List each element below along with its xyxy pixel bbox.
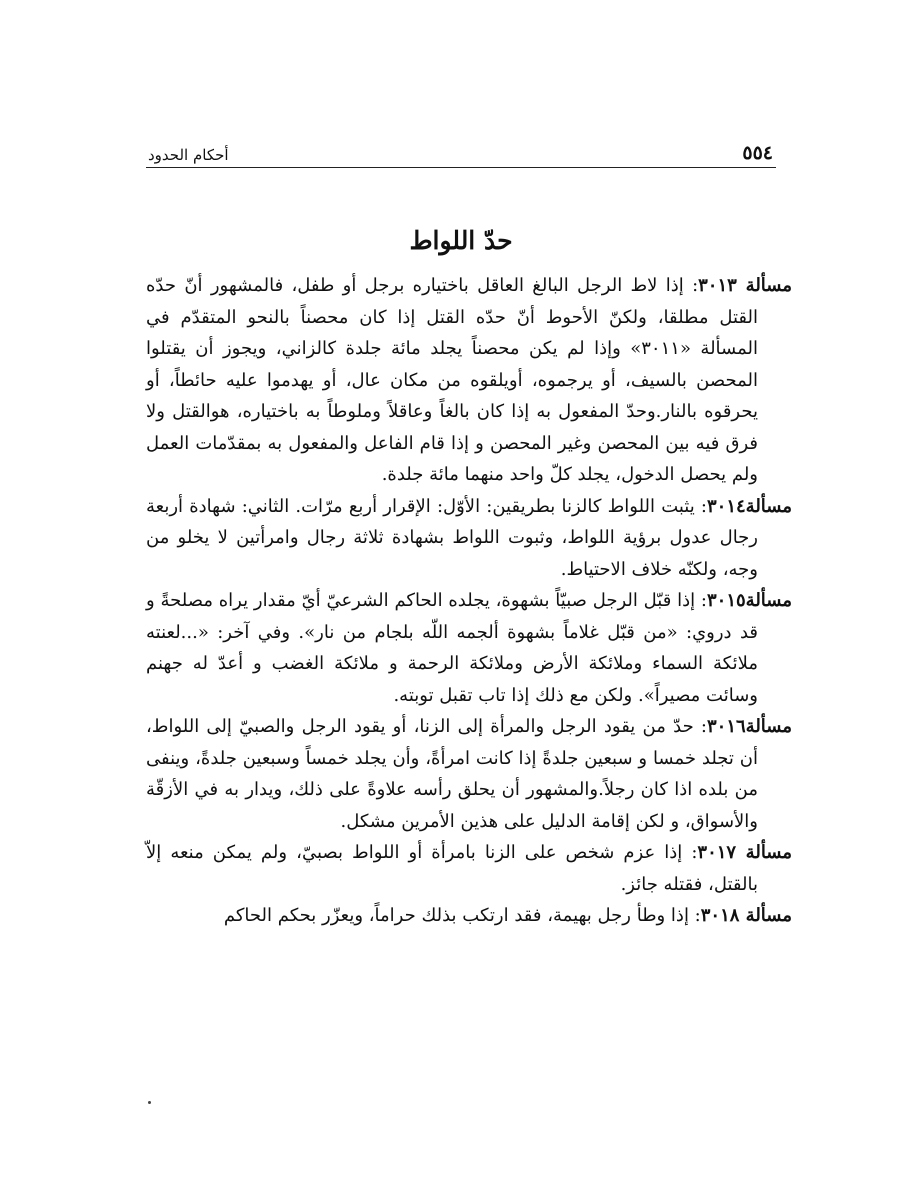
masala-label: مسألة٣٠١٦ bbox=[707, 716, 792, 737]
body-text bbox=[146, 270, 792, 932]
masala-text: : إذا عزم شخص على الزنا بامرأة أو اللواط بصبيّ، ولم يمكن منعه إلاّ بالقتل، فقتله جائز. bbox=[146, 842, 758, 895]
masala-paragraph bbox=[146, 837, 792, 900]
masala-paragraph bbox=[146, 900, 792, 932]
masala-text: : إذا قبّل الرجل صبيّاً بشهوة، يجلده الحاكم الشرعيّ أيّ مقدار يراه مصلحةً و قد دروي: «من قبّل غلاماً بشهوة ألجمه اللّه بلجام من نار». وفي آخر: «...لعنته ملائكة السماء وملائكة الأرض وملائكة الرحمة و ملائكة الغضب و أعدّ له جهنم وسائت مصيراً». ولكن مع ذلك إذا تاب تقبل توبته. bbox=[146, 590, 759, 706]
masala-text: : إذا لاط الرجل البالغ العاقل باختياره برجل أو طفل، فالمشهور أنّ حدّه القتل مطلقا، ولكنّ الأحوط أنّ حدّه القتل إذا كان محصناً بالنحو المتقدّم في المسألة «٣٠١١» وإذا لم يكن محصناً يجلد مائة جلدة كالزاني، ويجوز أن يقتلوا المحصن بالسيف، أو يرجموه، أويلقوه من مكان عال، أو يهدموا عليه حائطاً، أو يحرقوه بالنار.وحدّ المفعول به إذا كان بالغاً وعاقلاً وملوطاً به باختياره، هوالقتل ولا فرق فيه بين المحصن وغير المحصن و إذا قام الفاعل والمفعول به بمقدّمات العمل ولم يحصل الدخول، يجلد كلّ واحد منهما مائة جلدة. bbox=[146, 275, 758, 485]
page-number: ٥٥٤ bbox=[742, 142, 773, 164]
masala-text: : يثبت اللواط كالزنا بطريقين: الأوّل: الإقرار أربع مرّات. الثاني: شهادة أربعة رجال عدول برؤية اللواط، وثبوت اللواط بشهادة ثلاثة رجال وامرأتين لا يخلو من وجه، ولكنّه خلاف الاحتياط. bbox=[146, 495, 758, 580]
masala-label: مسألة٣٠١٥ bbox=[707, 590, 792, 611]
masala-paragraph bbox=[146, 585, 792, 711]
section-title: حدّ اللواط bbox=[409, 226, 513, 255]
masala-label: مسألة٣٠١٤ bbox=[707, 495, 792, 517]
masala-paragraph bbox=[146, 270, 792, 491]
masala-label: مسألة ٣٠١٨ bbox=[700, 905, 792, 926]
header-title: أحكام الحدود bbox=[148, 146, 229, 164]
masala-paragraph bbox=[146, 491, 792, 586]
masala-text: : حدّ من يقود الرجل والمرأة إلى الزنا، أو يقود الرجل والصبيّ إلى اللواط، أن تجلد خمسا و سبعين جلدةً إذا كانت امرأةً، وأن يجلد خمساً وسبعين جلدةً، وينفى من بلده اذا كان رجلاً.والمشهور أن يحلق رأسه علاوةً على ذلك، ويدار به في الأزقّة والأسواق، و لكن إقامة الدليل على هذين الأمرين مشكل. bbox=[146, 716, 758, 832]
header-divider bbox=[146, 167, 776, 168]
masala-label: مسألة ٣٠١٧ bbox=[697, 842, 793, 863]
masala-paragraph bbox=[146, 711, 792, 837]
masala-label: مسألة ٣٠١٣ bbox=[698, 275, 792, 296]
running-header bbox=[148, 136, 773, 164]
scan-speck bbox=[148, 1101, 151, 1104]
masala-text: : إذا وطأ رجل بهيمة، فقد ارتكب بذلك حراماً، ويعزّر بحكم الحاكم bbox=[223, 905, 701, 926]
